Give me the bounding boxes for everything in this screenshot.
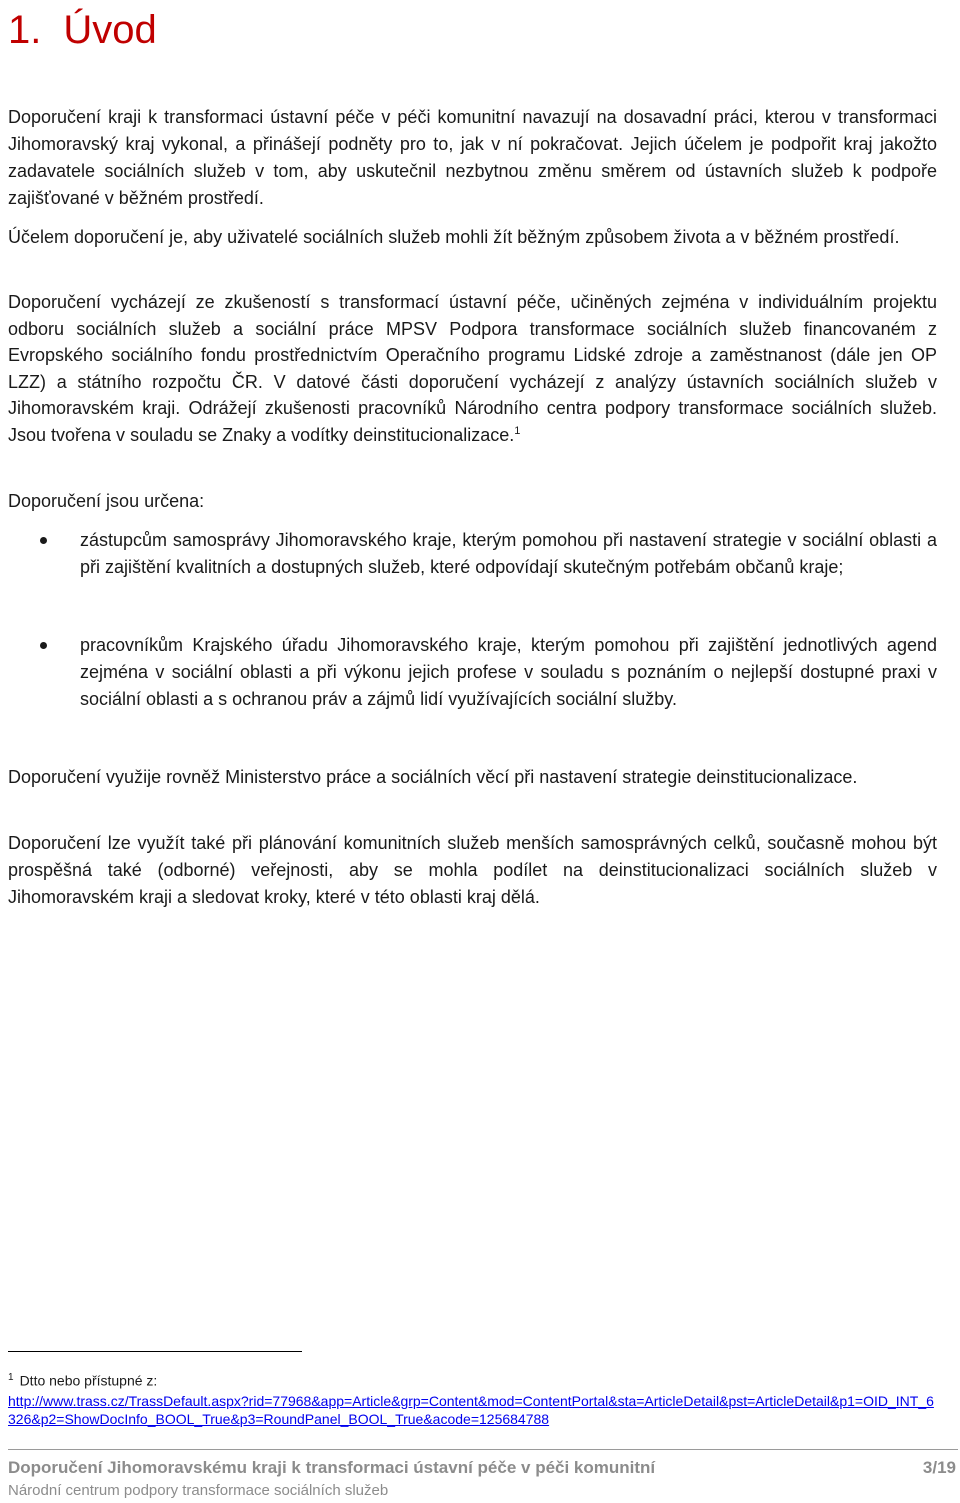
usage-paragraph: Doporučení lze využít také při plánování komunitních služeb menších samosprávných celků, současně mohou být prospěšná také (odborné) veřejnosti, aby se mohla podílet na deinstitucionalizaci sociálních služeb v Jihomoravském kraji a sledovat kroky, které v této oblasti kraj dělá. bbox=[8, 833, 937, 907]
audience-intro: Doporučení jsou určena: bbox=[8, 491, 205, 511]
page-number: 3/19 bbox=[922, 1458, 956, 1477]
ministry-paragraph: Doporučení využije rovněž Ministerstvo práce a sociálních věcí při nastavení strategie deinstitucionalizace. bbox=[8, 767, 858, 787]
footnote-reference[interactable]: 1 bbox=[514, 424, 521, 437]
list-item: pracovníkům Krajského úřadu Jihomoravského kraje, kterým pomohou při zajištění jednotlivých agend zejména v sociální oblasti a při výkonu jejich profese v souladu s poznáním o nejlepší dostupné praxi v sociální oblasti a s ochranou práv a zájmů lidí využívajících sociální služby. bbox=[80, 635, 937, 709]
footer-title: Doporučení Jihomoravskému kraji k transformaci ústavní péče v péči komunitní bbox=[8, 1458, 656, 1477]
footnote bbox=[8, 1370, 157, 1389]
purpose-paragraph: Účelem doporučení je, aby uživatelé sociálních služeb mohli žít běžným způsobem života a v běžném prostředí. bbox=[8, 227, 900, 247]
footnote-divider bbox=[8, 1351, 302, 1352]
bullet-icon bbox=[40, 642, 47, 649]
footnote-link[interactable]: http://www.trass.cz/TrassDefault.aspx?rid=77968&app=Article&grp=Content&mod=ContentPortal&sta=ArticleDetail&pst=ArticleDetail&p1=OID_INT_6326&p2=ShowDocInfo_BOOL_True&p3=RoundPanel_BOOL_True&acode=125684788 bbox=[8, 1393, 934, 1427]
section-number: 1. bbox=[8, 8, 42, 52]
list-item: zástupcům samosprávy Jihomoravského kraje, kterým pomohou při nastavení strategie v sociální oblasti a při zajištění kvalitních a dostupných služeb, které odpovídají skutečným potřebám občanů kraje; bbox=[80, 530, 937, 577]
footer-divider bbox=[8, 1449, 958, 1450]
bullet-icon bbox=[40, 537, 47, 544]
footnote-number: 1 bbox=[8, 1372, 14, 1383]
footer-organization: Národní centrum podpory transformace sociálních služeb bbox=[8, 1482, 389, 1499]
footnote-text: Dtto nebo přístupné z: bbox=[19, 1372, 158, 1389]
section-title: Úvod bbox=[63, 8, 157, 52]
sources-text: Doporučení vycházejí ze zkušeností s transformací ústavní péče, učiněných zejména v individuálním projektu odboru sociálních služeb a sociální práce MPSV Podpora transformace sociálních služeb financovaném z Evropského sociálního fondu prostřednictvím Operačního programu Lidské zdroje a zaměstnanost (dále jen OP LZZ) a státního rozpočtu ČR. V datové části doporučení vycházejí z analýzy ústavních sociálních služeb v Jihomoravském kraji. Odrážejí zkušenosti pracovníků Národního centra podpory transformace sociálních služeb. Jsou tvořena v souladu se Znaky a vodítky deinstitucionalizace. bbox=[8, 292, 937, 445]
sources-paragraph bbox=[8, 289, 937, 448]
section-heading bbox=[8, 6, 157, 54]
intro-paragraph: Doporučení kraji k transformaci ústavní péče v péči komunitní navazují na dosavadní práci, kterou v transformaci Jihomoravský kraj vykonal, a přinášejí podněty pro to, jak v ní pokračovat. Jejich účelem je podpořit kraj jakožto zadavatele sociálních služeb v tom, aby uskutečnil nezbytnou změnu směrem od ústavních služeb k podpoře zajišťované v běžném prostředí. bbox=[8, 107, 937, 208]
